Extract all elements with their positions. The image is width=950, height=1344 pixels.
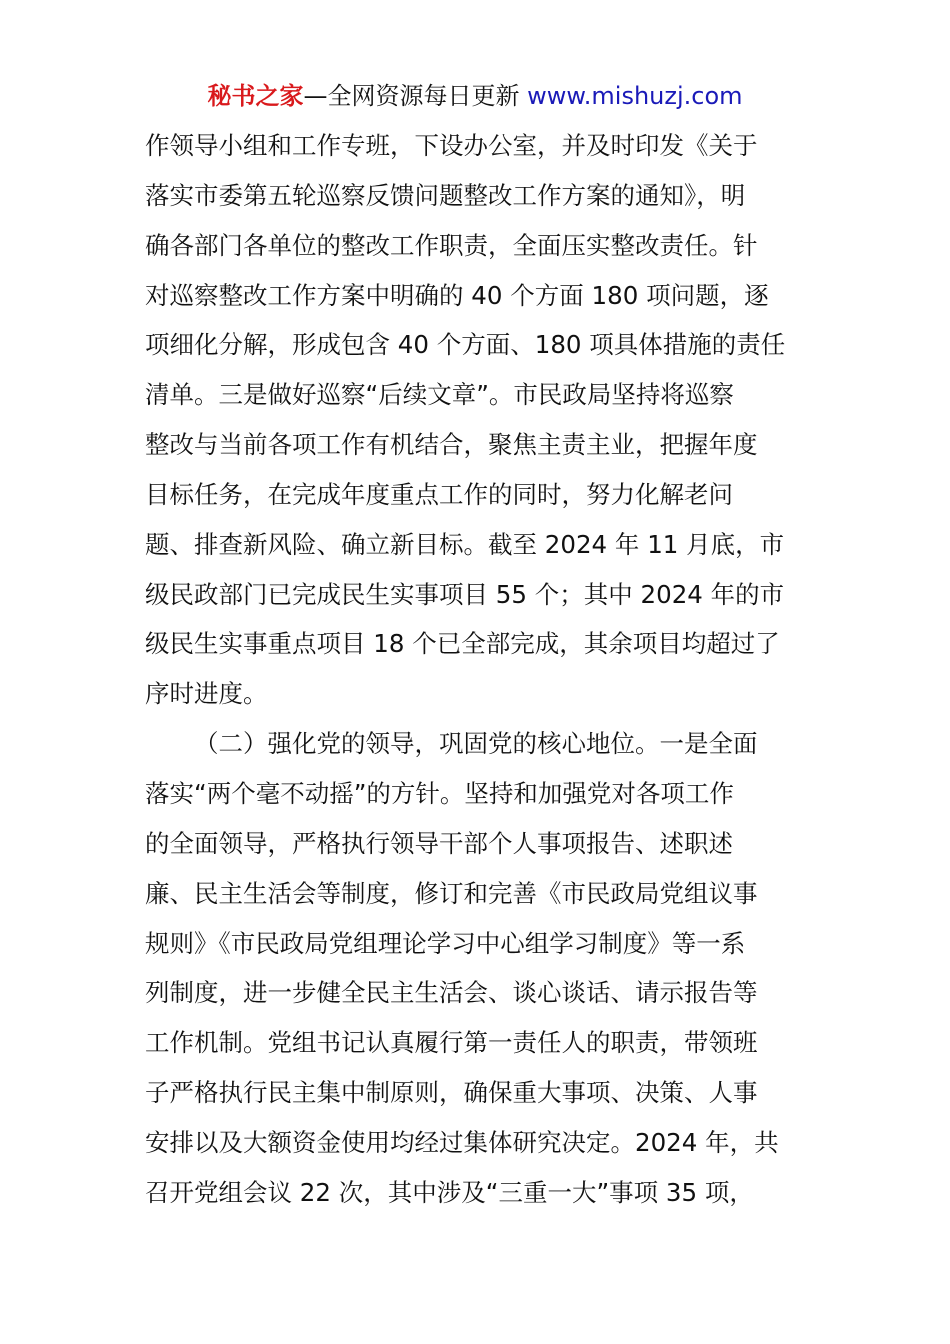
text-line: 项细化分解，形成包含 40 个方面、180 项具体措施的责任 — [145, 330, 786, 360]
brand-name: 秘书之家 — [207, 82, 304, 110]
text-line: 作领导小组和工作专班，下设办公室，并及时印发《关于 — [145, 131, 758, 160]
text-line: 确各部门各单位的整改工作职责，全面压实整改责任。针 — [145, 230, 758, 260]
text-line: 落实市委第五轮巡察反馈问题整改工作方案的通知》，明 — [145, 180, 746, 210]
text-line: 召开党组会议 22 次，其中涉及“三重一大”事项 35 项， — [145, 1177, 754, 1207]
text-line: 级民生实事重点项目 18 个已全部完成，其余项目均超过了 — [145, 629, 780, 659]
section-heading-line: （二）强化党的领导，巩固党的核心地位。一是全面 — [194, 729, 758, 759]
text-line: 目标任务，在完成年度重点工作的同时，努力化解老问 — [145, 479, 733, 509]
text-line: 对巡察整改工作方案中明确的 40 个方面 180 项问题，逐 — [145, 280, 769, 310]
text-line: 子严格执行民主集中制原则，确保重大事项、决策、人事 — [145, 1078, 758, 1108]
text-line: 整改与当前各项工作有机结合，聚焦主责主业，把握年度 — [145, 430, 758, 460]
text-line: 规则》《市民政局党组理论学习中心组学习制度》等一系 — [145, 928, 746, 958]
document-body — [145, 121, 815, 1218]
text-line: 级民政部门已完成民生实事项目 55 个；其中 2024 年的市 — [145, 579, 785, 609]
text-line: 廉、民主生活会等制度，修订和完善《市民政局党组议事 — [145, 878, 758, 908]
text-line: 序时进度。 — [145, 679, 268, 709]
text-line: 的全面领导，严格执行领导干部个人事项报告、述职述 — [145, 828, 733, 858]
text-line: 列制度，进一步健全民主生活会、谈心谈话、请示报告等 — [145, 978, 758, 1008]
site-url[interactable]: www.mishuzj.com — [519, 82, 743, 110]
site-header — [0, 80, 950, 112]
text-line: 安排以及大额资金使用均经过集体研究决定。2024 年，共 — [145, 1127, 779, 1157]
text-line: 落实“两个毫不动摇”的方针。坚持和加强党对各项工作 — [145, 778, 734, 808]
text-line: 工作机制。党组书记认真履行第一责任人的职责，带领班 — [145, 1028, 758, 1058]
text-line: 清单。三是做好巡察“后续文章”。市民政局坚持将巡察 — [145, 380, 734, 410]
text-line: 题、排查新风险、确立新目标。截至 2024 年 11 月底，市 — [145, 529, 785, 559]
header-slogan: —全网资源每日更新 — [303, 82, 520, 110]
